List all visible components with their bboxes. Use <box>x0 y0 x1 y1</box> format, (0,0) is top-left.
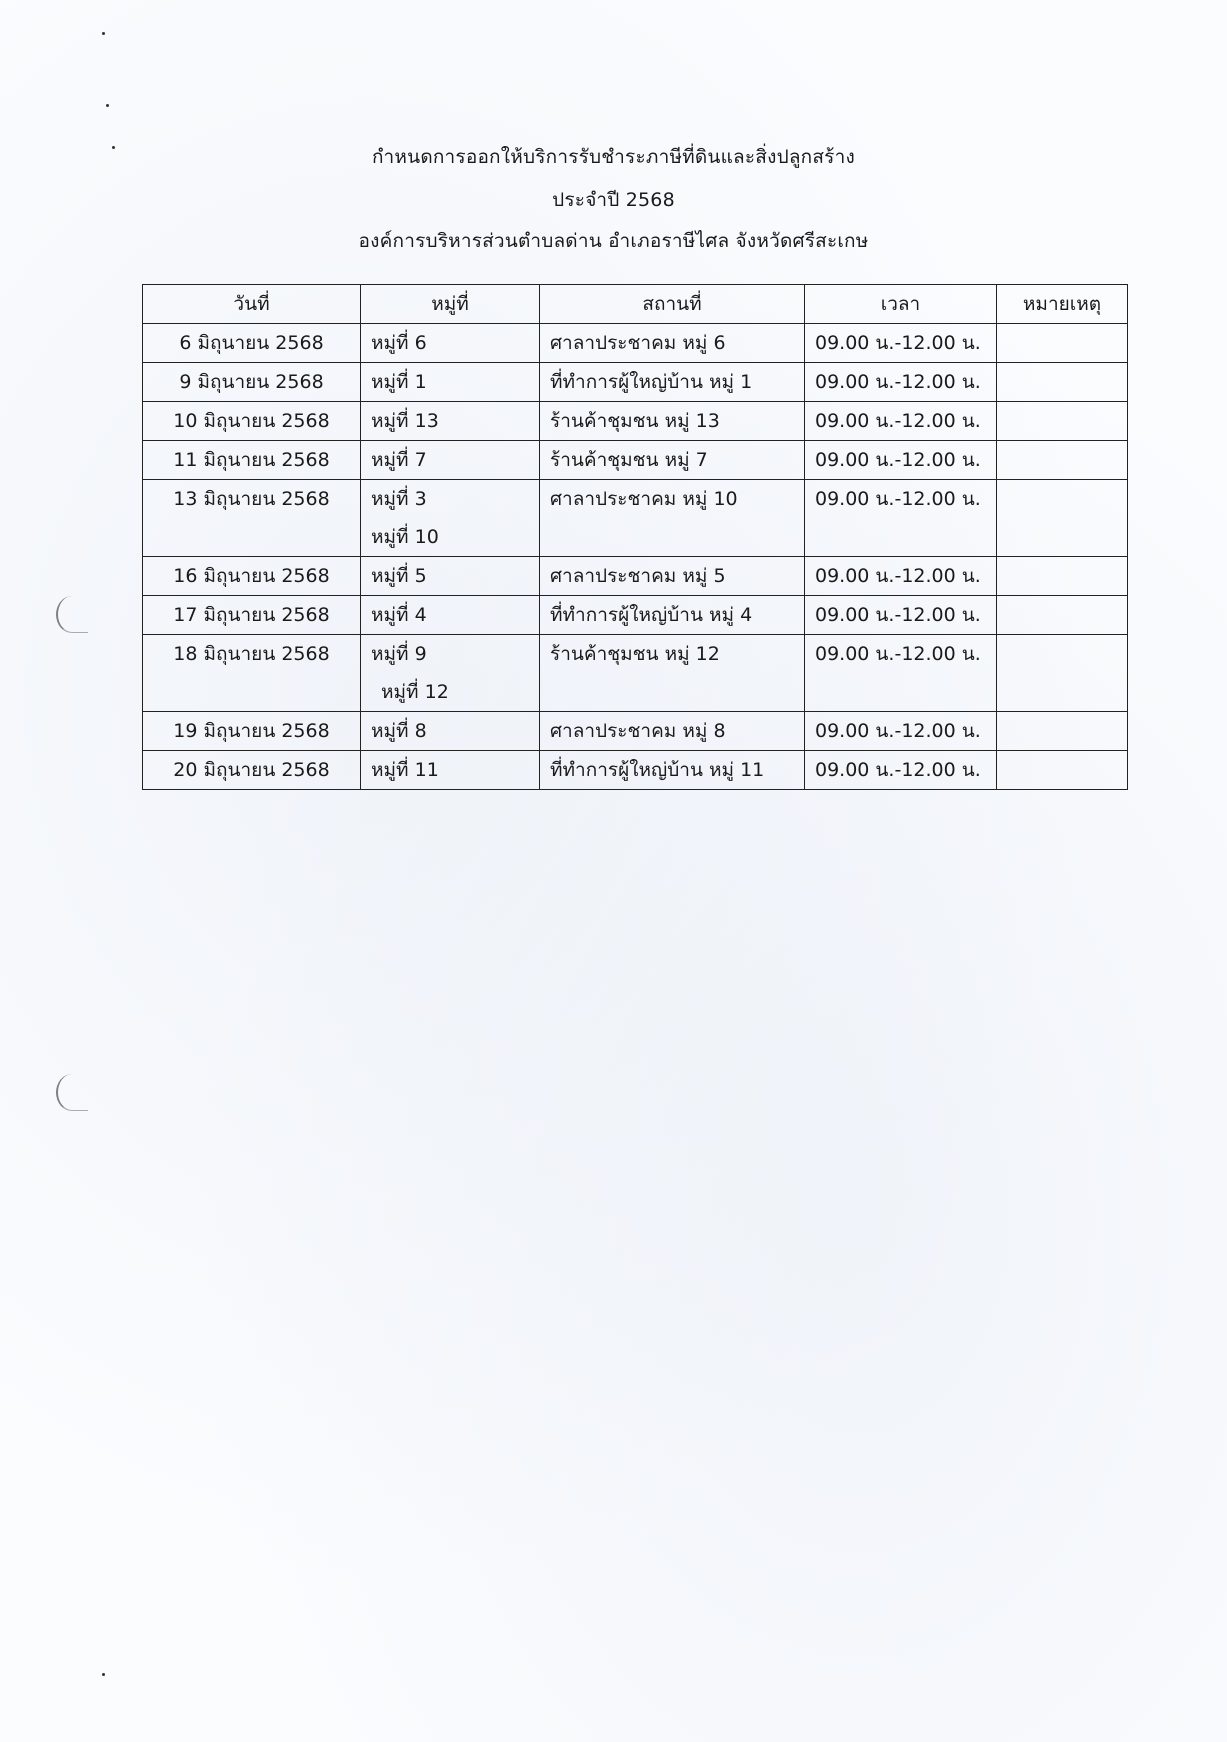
cell-date: 17 มิถุนายน 2568 <box>143 596 361 635</box>
cell-date: 13 มิถุนายน 2568 <box>143 480 361 557</box>
punch-hole-mark <box>56 596 88 633</box>
column-header-time: เวลา <box>805 285 997 324</box>
cell-date: 11 มิถุนายน 2568 <box>143 441 361 480</box>
cell-village <box>361 751 540 790</box>
cell-date: 9 มิถุนายน 2568 <box>143 363 361 402</box>
table-row <box>143 480 1128 557</box>
table-header-row <box>143 285 1128 324</box>
document-year: ประจำปี 2568 <box>552 189 675 211</box>
table-row <box>143 363 1128 402</box>
cell-time: 09.00 น.-12.00 น. <box>805 402 997 441</box>
village-line: หมู่ที่ 13 <box>371 410 439 432</box>
cell-time: 09.00 น.-12.00 น. <box>805 363 997 402</box>
cell-time: 09.00 น.-12.00 น. <box>805 712 997 751</box>
cell-village <box>361 596 540 635</box>
cell-place: ร้านค้าชุมชน หมู่ 13 <box>540 402 805 441</box>
village-line: หมู่ที่ 4 <box>371 604 427 626</box>
cell-place: ศาลาประชาคม หมู่ 10 <box>540 480 805 557</box>
village-line: หมู่ที่ 10 <box>371 526 439 548</box>
schedule-table <box>142 284 1128 790</box>
table-row <box>143 596 1128 635</box>
village-line: หมู่ที่ 7 <box>371 449 427 471</box>
scan-speck <box>102 32 105 35</box>
cell-date: 10 มิถุนายน 2568 <box>143 402 361 441</box>
cell-date: 20 มิถุนายน 2568 <box>143 751 361 790</box>
cell-village <box>361 557 540 596</box>
document-organization: องค์การบริหารส่วนตำบลด่าน อำเภอราษีไศล จังหวัดศรีสะเกษ <box>358 230 869 252</box>
cell-place: ที่ทำการผู้ใหญ่บ้าน หมู่ 1 <box>540 363 805 402</box>
table-row <box>143 557 1128 596</box>
table-row <box>143 751 1128 790</box>
cell-place: ร้านค้าชุมชน หมู่ 7 <box>540 441 805 480</box>
village-line: หมู่ที่ 6 <box>371 332 427 354</box>
cell-date: 18 มิถุนายน 2568 <box>143 635 361 712</box>
village-line: หมู่ที่ 12 <box>381 681 449 703</box>
cell-place: ศาลาประชาคม หมู่ 6 <box>540 324 805 363</box>
scan-speck <box>106 104 109 107</box>
cell-village <box>361 480 540 557</box>
table-row <box>143 441 1128 480</box>
cell-village <box>361 441 540 480</box>
document-title: กำหนดการออกให้บริการรับชำระภาษีที่ดินและสิ่งปลูกสร้าง <box>372 146 855 168</box>
cell-remarks <box>997 712 1128 751</box>
cell-remarks <box>997 480 1128 557</box>
cell-time: 09.00 น.-12.00 น. <box>805 635 997 712</box>
village-line: หมู่ที่ 5 <box>371 565 427 587</box>
cell-time: 09.00 น.-12.00 น. <box>805 441 997 480</box>
table-row <box>143 712 1128 751</box>
cell-remarks <box>997 324 1128 363</box>
table-row <box>143 635 1128 712</box>
village-line: หมู่ที่ 11 <box>371 759 439 781</box>
column-header-place: สถานที่ <box>540 285 805 324</box>
cell-remarks <box>997 596 1128 635</box>
cell-village <box>361 712 540 751</box>
cell-place: ที่ทำการผู้ใหญ่บ้าน หมู่ 4 <box>540 596 805 635</box>
cell-place: ศาลาประชาคม หมู่ 5 <box>540 557 805 596</box>
cell-date: 16 มิถุนายน 2568 <box>143 557 361 596</box>
village-line: หมู่ที่ 3 <box>371 488 427 510</box>
cell-village <box>361 402 540 441</box>
cell-village <box>361 324 540 363</box>
cell-remarks <box>997 363 1128 402</box>
village-line: หมู่ที่ 9 <box>371 643 427 665</box>
punch-hole-mark <box>56 1074 88 1111</box>
cell-time: 09.00 น.-12.00 น. <box>805 557 997 596</box>
village-line: หมู่ที่ 8 <box>371 720 427 742</box>
cell-time: 09.00 น.-12.00 น. <box>805 324 997 363</box>
cell-time: 09.00 น.-12.00 น. <box>805 480 997 557</box>
cell-village <box>361 363 540 402</box>
scan-speck <box>102 1673 105 1676</box>
column-header-date: วันที่ <box>143 285 361 324</box>
cell-time: 09.00 น.-12.00 น. <box>805 751 997 790</box>
cell-remarks <box>997 402 1128 441</box>
table-row <box>143 324 1128 363</box>
column-header-village: หมู่ที่ <box>361 285 540 324</box>
cell-remarks <box>997 441 1128 480</box>
cell-place: ศาลาประชาคม หมู่ 8 <box>540 712 805 751</box>
column-header-remarks: หมายเหตุ <box>997 285 1128 324</box>
cell-date: 19 มิถุนายน 2568 <box>143 712 361 751</box>
cell-remarks <box>997 751 1128 790</box>
table-row <box>143 402 1128 441</box>
cell-village <box>361 635 540 712</box>
cell-remarks <box>997 557 1128 596</box>
village-line: หมู่ที่ 1 <box>371 371 427 393</box>
cell-place: ที่ทำการผู้ใหญ่บ้าน หมู่ 11 <box>540 751 805 790</box>
cell-time: 09.00 น.-12.00 น. <box>805 596 997 635</box>
cell-remarks <box>997 635 1128 712</box>
cell-place: ร้านค้าชุมชน หมู่ 12 <box>540 635 805 712</box>
cell-date: 6 มิถุนายน 2568 <box>143 324 361 363</box>
